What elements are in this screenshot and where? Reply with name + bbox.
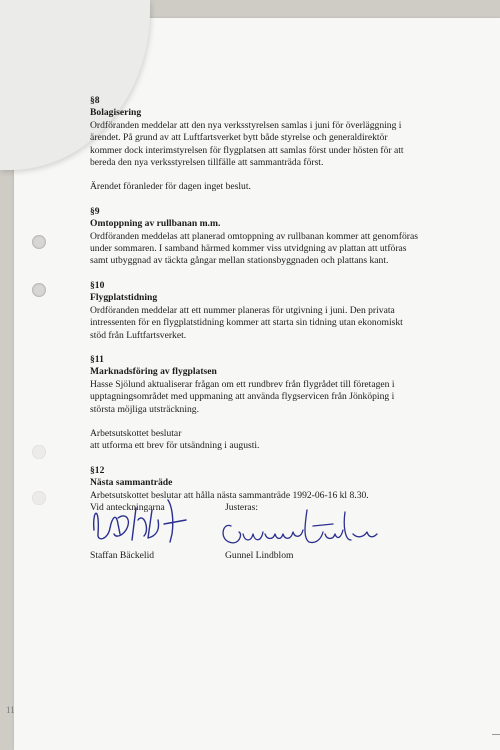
handwritten-signature-right [217,504,382,554]
section-heading: Bolagisering [90,107,142,119]
paragraph-line: intressenten för en flygplatstidning kommer att starta sin tidning utan ekonomiskt [90,317,403,329]
paragraph-line: Ordföranden meddelas att planerad omtoppning av rullbanan kommer att genomföras [90,230,418,242]
punch-hole [32,491,46,505]
paragraph-line: ärendet. På grund av att Luftfartsverket bytt både styrelse och generaldirektör [90,132,388,144]
paragraph-line: samt utbyggnad av täckta gångar mellan stationsbyggnaden och plattans kant. [90,255,389,267]
section-paragraph [90,428,425,453]
paragraph-line: Hasse Sjölund aktualiserar frågan om ett rundbrev från flygrådet till företagen i [90,378,395,390]
minutes-section [90,206,425,268]
paragraph-line: under sommaren. I samband härmed kommer viss utvidgning av plattan att utföras [90,243,407,255]
signatory-name-right: Gunnel Lindblom [225,550,294,561]
paragraph-line: största möjliga utsträckning. [90,403,199,415]
paragraph-line: att utforma ett brev för utsändning i augusti. [90,440,260,452]
corner-tick-mark [492,734,500,735]
section-heading: Omtoppning av rullbanan m.m. [90,218,221,230]
punch-hole [32,235,46,249]
paragraph-line: Arbetsutskottet beslutar att hålla nästa sammanträde 1992-06-16 kl 8.30. [90,489,369,501]
signature-block-recorder [90,502,165,561]
section-number: §10 [90,279,105,291]
corner-mark: 11 [6,705,15,715]
section-number: §9 [90,205,100,217]
section-heading: Marknadsföring av flygplatsen [90,366,217,378]
section-paragraph [90,379,425,416]
minutes-section [90,280,425,342]
section-paragraph [90,120,425,170]
section-number: §11 [90,353,104,365]
paragraph-line: Arbetsutskottet beslutar [90,427,182,439]
signature-area [90,502,410,562]
paragraph-line: Ordföranden meddelar att den nya verksstyrelsen samlas i juni för överläggning i [90,119,402,131]
section-heading: Flygplatstidning [90,292,158,304]
punch-hole [32,445,46,459]
paragraph-line: upptagningsområdet med uppmaning att använda flygservicen från Jönköping i [90,391,395,403]
signature-caption-left: Vid anteckningarna [90,502,165,513]
paragraph-line: stöd från Luftfartsverket. [90,329,187,341]
paragraph-line: Ordföranden meddelar att ett nummer planeras för utgivning i juni. Den privata [90,304,395,316]
section-number: §8 [90,95,100,106]
minutes-section [90,95,425,194]
signature-caption-right: Justeras: [225,502,259,513]
paragraph-line: kommer dock interimstyrelsen för flygplatsen att samlas först under hösten för att [90,144,404,156]
handwritten-signature-left [86,490,196,550]
minutes-section [90,354,425,453]
section-paragraph [90,231,425,268]
signatory-name-left: Staffan Bäckelid [90,550,155,561]
section-number: §12 [90,464,105,476]
punch-hole [32,283,46,297]
section-heading: Nästa sammanträde [90,477,173,489]
minutes-body [90,95,425,514]
paragraph-line: bereda den nya verksstyrelsen tillfälle att sammanträda först. [90,157,324,169]
paragraph-line: Ärendet föranleder för dagen inget beslut. [90,181,251,193]
signature-block-approver [225,502,294,561]
section-paragraph [90,305,425,342]
section-paragraph [90,181,425,193]
